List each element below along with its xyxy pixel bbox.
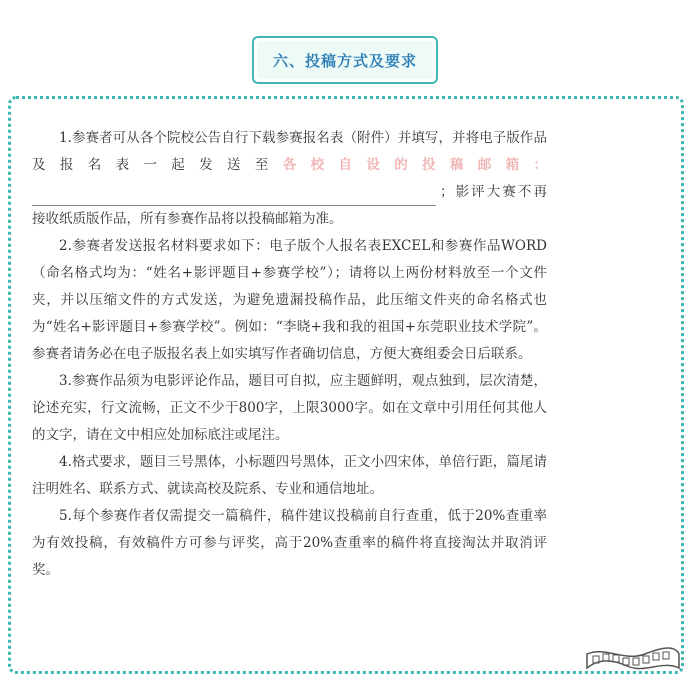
email-blank-line — [32, 187, 436, 206]
paragraph-1-tail: ；影评大赛不再接收纸质版作品，所有参赛作品将以投稿邮箱为准。 — [32, 184, 547, 227]
section-title: 六、投稿方式及要求 — [272, 51, 417, 70]
paragraph-1 — [32, 125, 547, 233]
paragraph-1-text: 1.参赛者可从各个院校公告自行下载参赛报名表（附件）并填写，并将电子版作品及报名表一起发送至 — [32, 130, 547, 173]
film-strip-icon — [585, 640, 681, 672]
paragraph-list — [32, 125, 547, 584]
section-header — [252, 36, 438, 84]
paragraph-3: 3.参赛作品须为电影评论作品，题目可自拟，应主题鲜明，观点独到，层次清楚，论述充实，行文流畅，正文不少于800字，上限3000字。如在文章中引用任何其他人的文字，请在文中相应处加标底注或尾注。 — [32, 373, 547, 443]
paragraph-5: 5.每个参赛作者仅需提交一篇稿件，稿件建议投稿前自行查重，低于20%查重率为有效投稿，有效稿件方可参与评奖，高于20%查重率的稿件将直接淘汰并取消评奖。 — [32, 508, 547, 578]
email-highlight: 各校自设的投稿邮箱： — [282, 157, 547, 173]
paragraph-2: 2.参赛者发送报名材料要求如下：电子版个人报名表EXCEL和参赛作品WORD（命名格式均为：“姓名+影评题目+参赛学校”）；请将以上两份材料放至一个文件夹，并以压缩文件的方式发送，为避免遗漏投稿作品，此压缩文件夹的命名格式也为“姓名+影评题目+参赛学校”。例如：“李晓+我和我的祖国+东莞职业技术学院”。参赛者请务必在电子版报名表上如实填写作者确切信息，方便大赛组委会日后联系。 — [32, 238, 547, 362]
paragraph-4: 4.格式要求，题目三号黑体，小标题四号黑体，正文小四宋体，单倍行距，篇尾请注明姓名、联系方式、就读高校及院系、专业和通信地址。 — [32, 454, 547, 497]
section-header-inner — [257, 41, 433, 79]
